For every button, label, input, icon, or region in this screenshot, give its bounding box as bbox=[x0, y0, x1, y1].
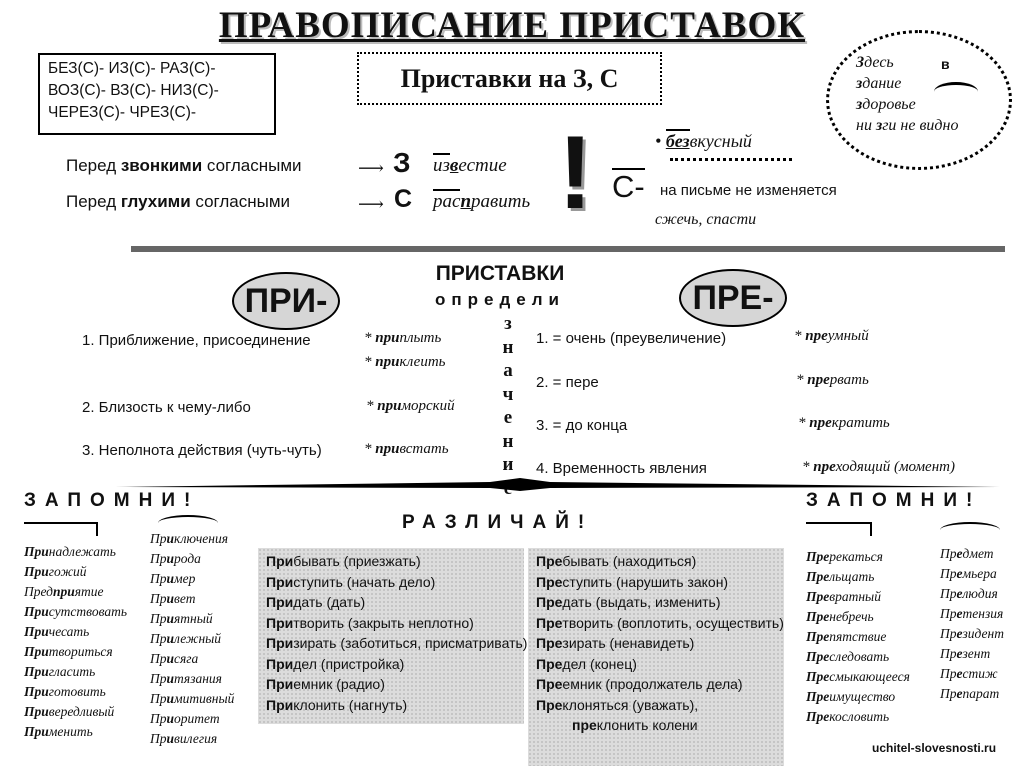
word-part: Пр bbox=[940, 626, 957, 641]
word-part: небречь bbox=[829, 609, 874, 624]
list-item bbox=[940, 564, 1004, 584]
highlight-part: Пре bbox=[806, 629, 830, 644]
pre-example: * преумный bbox=[794, 328, 869, 344]
table-row bbox=[536, 633, 776, 654]
pre-example: * прервать bbox=[796, 372, 869, 388]
vertical-letter: н bbox=[502, 430, 514, 452]
word-part: Пр bbox=[940, 666, 957, 681]
letter-s: С bbox=[394, 185, 413, 213]
highlight-part: Пре bbox=[536, 676, 563, 692]
pre-words-col2 bbox=[940, 544, 1004, 704]
exception-word: ни зги не видно bbox=[856, 117, 959, 134]
word-part: парат bbox=[962, 686, 1000, 701]
highlight-part: Пре bbox=[536, 594, 563, 610]
word-part: льщать bbox=[829, 569, 875, 584]
word-part: вет bbox=[174, 591, 196, 606]
example-bezvkusny: • безвкусный bbox=[655, 131, 752, 151]
pri-meaning: 2. Близость к чему-либо bbox=[82, 399, 251, 416]
highlight-part: При bbox=[24, 704, 49, 719]
word-part: клонить колени bbox=[596, 717, 698, 733]
list-item bbox=[150, 689, 234, 709]
list-item bbox=[24, 662, 127, 682]
highlight-part: Пре bbox=[536, 614, 563, 631]
table-row bbox=[266, 551, 516, 572]
highlight-part: и bbox=[166, 711, 175, 726]
exception-word: Здесь bbox=[856, 54, 894, 71]
list-item bbox=[24, 582, 127, 602]
list-item bbox=[24, 722, 127, 742]
highlight-part: е bbox=[956, 606, 963, 621]
highlight-part: и bbox=[166, 671, 175, 686]
list-item bbox=[150, 549, 234, 569]
word-part: ступить (начать дело) bbox=[293, 573, 436, 590]
pre-meaning: 3. = до конца bbox=[536, 417, 628, 434]
word-part: следовать bbox=[829, 649, 890, 664]
prefix-list-line: ЧЕРЕЗ(С)- ЧРЕЗ(С)- bbox=[48, 104, 197, 121]
highlight-part: При bbox=[24, 724, 49, 739]
highlight-part: Пре bbox=[806, 649, 830, 664]
word-part: бывать (находиться) bbox=[562, 553, 697, 569]
highlight-part: и bbox=[166, 611, 175, 626]
vertical-letter: з bbox=[504, 313, 512, 334]
highlight-part: При bbox=[24, 544, 49, 559]
word-part: дать (дать) bbox=[293, 594, 366, 610]
rule-voiceless: Перед глухими согласными bbox=[66, 192, 291, 211]
word-part: Пр bbox=[940, 566, 957, 581]
highlight-part: и bbox=[166, 691, 175, 706]
list-item bbox=[806, 567, 910, 587]
highlight-part: Пре bbox=[806, 689, 830, 704]
word-part: мер bbox=[174, 571, 196, 586]
highlight-part: е bbox=[956, 666, 963, 681]
word-part: дел (пристройка) bbox=[293, 655, 405, 672]
word-part: ключения bbox=[174, 531, 228, 546]
word-part: имущество bbox=[829, 689, 896, 704]
highlight-part: Пре bbox=[536, 655, 563, 672]
word-part: творить (закрыть неплотно) bbox=[293, 614, 474, 631]
word-part: Пр bbox=[150, 691, 167, 706]
pri-meaning: 3. Неполнота действия (чуть-чуть) bbox=[82, 442, 322, 459]
highlight-part: е bbox=[956, 546, 963, 561]
word-part: гласить bbox=[48, 664, 96, 679]
zs-heading: Приставки на З, С bbox=[357, 52, 662, 105]
table-row bbox=[536, 674, 776, 695]
list-item bbox=[150, 709, 234, 729]
word-part: Пр bbox=[150, 571, 167, 586]
highlight-part: и bbox=[166, 631, 175, 646]
list-item bbox=[24, 682, 127, 702]
arrow-right-icon: ⟶ bbox=[358, 194, 384, 214]
zapomni-right: ЗАПОМНИ! bbox=[806, 490, 982, 511]
pri-example: * приморский bbox=[366, 398, 455, 414]
word-part: пятствие bbox=[829, 629, 887, 644]
pre-meaning: 1. = очень (преувеличение) bbox=[536, 330, 727, 347]
word-part: чесать bbox=[48, 624, 90, 639]
list-item bbox=[806, 687, 910, 707]
highlight-part: Пре bbox=[536, 573, 563, 590]
word-part: зирать (ненавидеть) bbox=[562, 635, 695, 651]
word-part: зирать (заботиться, присматривать) bbox=[293, 635, 528, 651]
highlight-part: При bbox=[266, 594, 294, 610]
table-row bbox=[536, 613, 784, 634]
prefix-list-line: БЕЗ(С)- ИЗ(С)- РАЗ(С)- bbox=[48, 60, 216, 77]
word-part: менить bbox=[48, 724, 93, 739]
word-part: дать (выдать, изменить) bbox=[562, 594, 721, 610]
exclamation-mark: ! bbox=[558, 115, 593, 231]
table-row bbox=[536, 654, 776, 675]
word-part: сутствовать bbox=[48, 604, 127, 619]
highlight-part: При bbox=[24, 684, 49, 699]
table-row bbox=[536, 592, 776, 613]
highlight-part: е bbox=[956, 646, 963, 661]
vertical-letter: е bbox=[503, 407, 513, 428]
pre-words-col1 bbox=[806, 547, 910, 727]
word-part: ступить (нарушить закон) bbox=[562, 573, 729, 590]
word-part: твориться bbox=[48, 644, 113, 659]
root-mark: в bbox=[941, 56, 950, 72]
word-part: тензия bbox=[962, 606, 1004, 621]
word-part: рода bbox=[174, 551, 201, 566]
word-part: вередливый bbox=[48, 704, 115, 719]
pre-example: * прекратить bbox=[798, 415, 890, 431]
word-part: Пр bbox=[150, 671, 167, 686]
list-item bbox=[24, 602, 127, 622]
list-item bbox=[940, 584, 1004, 604]
pre-oval: ПРЕ- bbox=[679, 269, 787, 327]
word-part: Пр bbox=[150, 651, 167, 666]
highlight-part: При bbox=[266, 614, 294, 631]
word-part: Пр bbox=[150, 551, 167, 566]
highlight-part: Пре bbox=[806, 709, 830, 724]
word-part: Пр bbox=[940, 686, 957, 701]
highlight-part: Пре bbox=[536, 696, 563, 713]
table-row bbox=[266, 695, 516, 716]
dotted-underline bbox=[670, 158, 792, 161]
word-part: вратный bbox=[829, 589, 881, 604]
divider bbox=[131, 246, 1005, 252]
rule-voiced: Перед звонкими согласными bbox=[66, 156, 302, 175]
word-part: Пр bbox=[150, 711, 167, 726]
exception-word: здание bbox=[856, 75, 902, 92]
center-heading: ПРИСТАВКИ bbox=[435, 262, 565, 285]
highlight-part: При bbox=[266, 553, 294, 569]
word-part: надлежать bbox=[48, 544, 116, 559]
pri-example: * приклеить bbox=[364, 354, 446, 370]
word-part: стиж bbox=[962, 666, 998, 681]
list-item bbox=[24, 702, 127, 722]
highlight-part: При bbox=[24, 644, 49, 659]
prefix-list-line: ВОЗ(С)- ВЗ(С)- НИЗ(С)- bbox=[48, 82, 219, 99]
highlight-part: при bbox=[52, 584, 75, 599]
arrow-right-icon: ⟶ bbox=[358, 158, 384, 178]
word-part: Пр bbox=[940, 546, 957, 561]
word-part: Пр bbox=[940, 646, 957, 661]
table-row bbox=[266, 592, 516, 613]
highlight-part: При bbox=[266, 573, 294, 590]
prefix-bracket bbox=[806, 522, 872, 536]
list-item bbox=[150, 629, 234, 649]
word-part: Пр bbox=[940, 606, 957, 621]
table-row bbox=[266, 572, 516, 593]
word-part: оритет bbox=[174, 711, 220, 726]
word-part: лежный bbox=[174, 631, 222, 646]
pri-example: * приплыть bbox=[364, 330, 442, 346]
vertical-znachenie bbox=[498, 312, 518, 500]
word-part: гожий bbox=[48, 564, 87, 579]
compare-pre-table bbox=[528, 548, 784, 766]
example-izvestie: известие bbox=[433, 155, 507, 176]
list-item bbox=[806, 627, 910, 647]
highlight-part: Пре bbox=[806, 669, 830, 684]
list-item bbox=[806, 647, 910, 667]
pri-words-col2 bbox=[150, 529, 234, 749]
center-subheading: определи bbox=[435, 290, 565, 309]
s-rule-examples: сжечь, спасти bbox=[655, 211, 757, 228]
word-part: бывать (приезжать) bbox=[293, 553, 421, 569]
highlight-part: При bbox=[266, 655, 294, 672]
highlight-part: Пре bbox=[806, 569, 830, 584]
highlight-part: и bbox=[166, 531, 175, 546]
highlight-part: е bbox=[956, 626, 963, 641]
pri-example: * привстать bbox=[364, 441, 449, 457]
prefix-list-box bbox=[38, 53, 276, 135]
highlight-part: е bbox=[956, 566, 963, 581]
vertical-letter: ч bbox=[502, 383, 514, 405]
list-item bbox=[806, 547, 910, 567]
word-part: дмет bbox=[962, 546, 994, 561]
list-item bbox=[806, 607, 910, 627]
highlight-part: При bbox=[24, 564, 49, 579]
highlight-part: Пре bbox=[806, 549, 830, 564]
word-part: ятный bbox=[174, 611, 213, 626]
word-part: ятие bbox=[74, 584, 104, 599]
highlight-part: пре bbox=[572, 717, 597, 733]
vertical-letter: и bbox=[502, 454, 514, 475]
zapomni-left: ЗАПОМНИ! bbox=[24, 490, 200, 511]
highlight-part: При bbox=[24, 604, 49, 619]
highlight-part: Пре bbox=[536, 635, 563, 651]
word-part: творить (воплотить, осуществить) bbox=[562, 614, 784, 631]
table-row bbox=[266, 674, 516, 695]
word-part: смыкающееся bbox=[829, 669, 910, 684]
word-part: клонить (нагнуть) bbox=[293, 696, 408, 713]
list-item bbox=[150, 609, 234, 629]
pri-oval: ПРИ- bbox=[232, 272, 340, 330]
list-item bbox=[150, 729, 234, 749]
table-row bbox=[266, 654, 516, 675]
word-part: тязания bbox=[174, 671, 222, 686]
list-item bbox=[806, 667, 910, 687]
list-item bbox=[24, 622, 127, 642]
word-part: зент bbox=[962, 646, 991, 661]
prefix-bracket bbox=[24, 522, 98, 536]
s-rule-note: на письме не изменяется bbox=[660, 182, 837, 199]
word-part: мьера bbox=[962, 566, 997, 581]
highlight-part: При bbox=[24, 664, 49, 679]
pri-meaning: 1. Приближение, присоединение bbox=[82, 332, 311, 349]
word-part: рекаться bbox=[829, 549, 883, 564]
word-part: Пр bbox=[150, 531, 167, 546]
word-part: клоняться (уважать), bbox=[562, 696, 699, 713]
compare-pri-table bbox=[258, 548, 528, 724]
list-item bbox=[940, 664, 1004, 684]
table-row bbox=[266, 613, 516, 634]
example-raspravit: расправить bbox=[433, 191, 531, 212]
root-arc bbox=[940, 522, 1000, 538]
word-part: емник (радио) bbox=[293, 676, 385, 692]
word-part: готовить bbox=[48, 684, 106, 699]
list-item bbox=[150, 649, 234, 669]
pre-example: * преходящий (момент) bbox=[802, 459, 955, 475]
list-item bbox=[150, 669, 234, 689]
word-part: зидент bbox=[962, 626, 1004, 641]
word-part: Пр bbox=[150, 731, 167, 746]
pri-words-col1 bbox=[24, 542, 127, 742]
table-row bbox=[536, 572, 776, 593]
list-item bbox=[150, 529, 234, 549]
highlight-part: и bbox=[166, 651, 175, 666]
root-arc bbox=[934, 82, 978, 101]
word-part: Пред bbox=[24, 584, 53, 599]
list-item bbox=[940, 544, 1004, 564]
list-item bbox=[24, 642, 127, 662]
page-title: ПРАВОПИСАНИЕ ПРИСТАВОК bbox=[218, 5, 806, 46]
highlight-part: При bbox=[266, 635, 294, 651]
vertical-letter: а bbox=[503, 360, 513, 381]
pre-meaning: 4. Временность явления bbox=[536, 460, 707, 477]
highlight-part: е bbox=[956, 686, 963, 701]
word-part: сяга bbox=[174, 651, 199, 666]
list-item bbox=[940, 604, 1004, 624]
highlight-part: и bbox=[166, 731, 175, 746]
list-item bbox=[150, 569, 234, 589]
word-part: емник (продолжатель дела) bbox=[562, 676, 743, 692]
list-item bbox=[806, 587, 910, 607]
exception-word: здоровье bbox=[856, 96, 916, 113]
list-item bbox=[940, 684, 1004, 704]
word-part: Пр bbox=[150, 611, 167, 626]
list-item bbox=[24, 542, 127, 562]
razlichai: РАЗЛИЧАЙ! bbox=[402, 512, 594, 533]
highlight-part: Пре bbox=[806, 589, 830, 604]
watermark: uchitel-slovesnosti.ru bbox=[872, 741, 997, 755]
list-item bbox=[940, 644, 1004, 664]
word-part: Пр bbox=[940, 586, 957, 601]
table-row bbox=[266, 633, 528, 654]
highlight-part: Пре bbox=[806, 609, 830, 624]
list-item bbox=[24, 562, 127, 582]
word-part: кословить bbox=[829, 709, 890, 724]
table-row bbox=[536, 715, 776, 736]
list-item bbox=[806, 707, 910, 727]
highlight-part: и bbox=[166, 591, 175, 606]
word-part: дел (конец) bbox=[562, 655, 637, 672]
word-part: Пр bbox=[150, 631, 167, 646]
table-row bbox=[536, 695, 776, 716]
pre-meaning: 2. = пере bbox=[536, 374, 599, 391]
highlight-part: При bbox=[266, 676, 294, 692]
word-part: вилегия bbox=[174, 731, 218, 746]
table-row bbox=[536, 551, 776, 572]
highlight-part: Пре bbox=[536, 553, 563, 569]
letter-z: З bbox=[393, 147, 411, 178]
list-item bbox=[150, 589, 234, 609]
highlight-part: и bbox=[166, 551, 175, 566]
list-item bbox=[940, 624, 1004, 644]
word-part: Пр bbox=[150, 591, 167, 606]
highlight-part: При bbox=[24, 624, 49, 639]
word-part: людия bbox=[962, 586, 998, 601]
highlight-part: и bbox=[166, 571, 175, 586]
letter-s-prefix: С- bbox=[612, 169, 645, 204]
vertical-letter: н bbox=[502, 336, 514, 358]
highlight-part: При bbox=[266, 696, 294, 713]
word-part: митивный bbox=[174, 691, 235, 706]
highlight-part: е bbox=[956, 586, 963, 601]
